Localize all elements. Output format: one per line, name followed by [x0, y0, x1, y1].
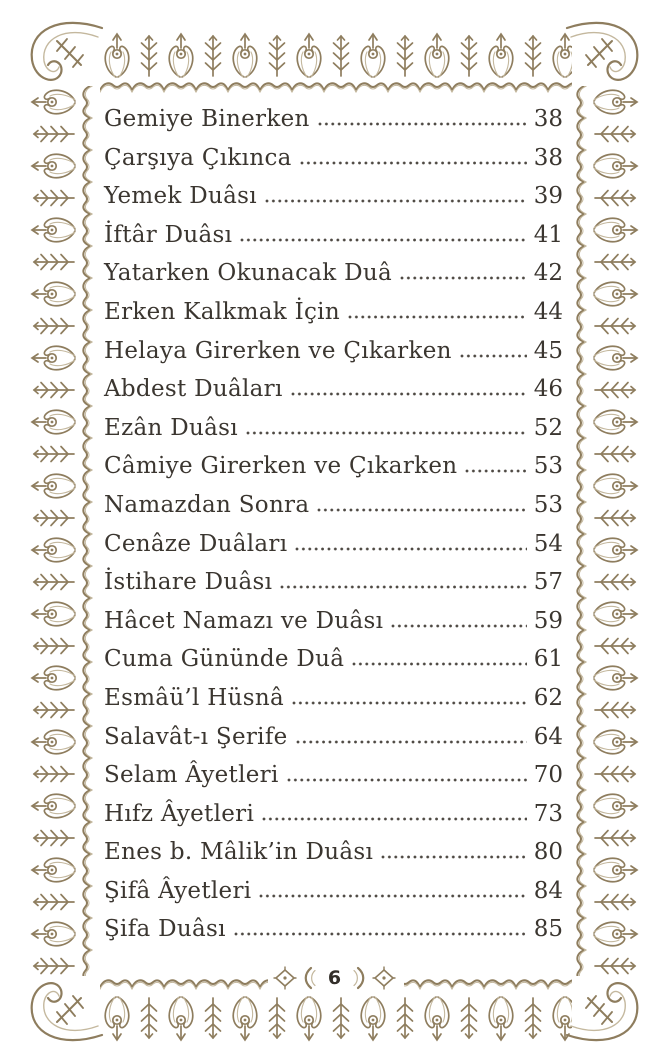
dot-leader — [300, 161, 527, 165]
toc-entry-page: 53 — [533, 491, 563, 518]
toc-entry-page: 73 — [533, 800, 563, 827]
toc-entry-title: Yemek Duâsı — [104, 183, 257, 210]
toc-entry-title: Namazdan Sonra — [104, 491, 310, 518]
dot-leader — [318, 122, 527, 126]
toc-entry — [104, 338, 563, 377]
toc-entry-page: 46 — [533, 376, 563, 403]
toc-entry — [104, 299, 563, 338]
toc-entry-title: Esmâü’l Hüsnâ — [104, 684, 285, 711]
toc-entry-page: 62 — [533, 684, 563, 711]
toc-entry-page: 61 — [533, 646, 563, 673]
dot-leader — [280, 585, 527, 589]
toc-entry-title: Gemiye Binerken — [104, 106, 310, 132]
toc-entry-title: Hâcet Namazı ve Duâsı — [104, 607, 384, 634]
dot-leader — [296, 740, 527, 744]
toc-entry-page: 54 — [533, 530, 563, 557]
dot-leader — [381, 855, 527, 859]
toc-entry — [104, 260, 563, 299]
toc-entry-title: Şifa Duâsı — [104, 916, 226, 943]
toc-list — [104, 106, 563, 955]
toc-entry-title: Ezân Duâsı — [104, 414, 238, 441]
page-footer — [0, 963, 669, 993]
toc-entry-title: Hıfz Âyetleri — [104, 800, 255, 827]
page-number: 6 — [327, 967, 342, 989]
toc-entry-title: Yatarken Okunacak Duâ — [104, 260, 392, 287]
toc-entry-title: Câmiye Girerken ve Çıkarken — [104, 453, 458, 480]
toc-entry — [104, 415, 563, 454]
toc-entry-page: 39 — [533, 183, 563, 210]
dot-leader — [287, 778, 527, 782]
toc-entry-page: 80 — [533, 839, 563, 866]
toc-entry-title: Çarşıya Çıkınca — [104, 144, 292, 171]
toc-entry-page: 38 — [533, 106, 563, 132]
toc-entry-page: 45 — [533, 337, 563, 364]
dot-leader — [465, 469, 527, 473]
toc-entry-title: Abdest Duâları — [104, 376, 283, 403]
toc-entry — [104, 916, 563, 955]
toc-entry-page: 85 — [533, 916, 563, 943]
toc-entry-page: 59 — [533, 607, 563, 634]
toc-entry-page: 70 — [533, 762, 563, 789]
toc-entry-title: Enes b. Mâlik’in Duâsı — [104, 839, 374, 866]
dot-leader — [246, 431, 527, 435]
toc-entry — [104, 183, 563, 222]
toc-entry-page: 41 — [533, 221, 563, 248]
dot-leader — [292, 701, 527, 705]
toc-entry-page: 38 — [533, 144, 563, 171]
footer-ornament-left-icon — [273, 965, 319, 991]
dot-leader — [234, 932, 527, 936]
toc-entry — [104, 222, 563, 261]
toc-entry-title: Erken Kalkmak İçin — [104, 298, 340, 325]
toc-entry — [104, 839, 563, 878]
toc-entry — [104, 106, 563, 145]
toc-entry — [104, 608, 563, 647]
toc-entry-title: Cenâze Duâları — [104, 530, 288, 557]
toc-entry-page: 84 — [533, 877, 563, 904]
dot-leader — [291, 392, 527, 396]
toc-entry — [104, 492, 563, 531]
toc-entry-page: 52 — [533, 414, 563, 441]
toc-entry — [104, 145, 563, 184]
dot-leader — [265, 199, 527, 203]
dot-leader — [460, 354, 527, 358]
dot-leader — [240, 238, 527, 242]
toc-entry-page: 64 — [533, 723, 563, 750]
dot-leader — [352, 662, 527, 666]
toc-entry-page: 53 — [533, 453, 563, 480]
toc-entry — [104, 724, 563, 763]
toc-entry-title: İstihare Duâsı — [104, 569, 273, 596]
toc-entry — [104, 685, 563, 724]
toc-entry-title: Helaya Girerken ve Çıkarken — [104, 337, 452, 364]
dot-leader — [317, 508, 527, 512]
toc-entry-title: Cuma Gününde Duâ — [104, 646, 345, 673]
toc-entry-title: Salavât-ı Şerife — [104, 723, 288, 750]
toc-entry — [104, 569, 563, 608]
toc-entry — [104, 878, 563, 917]
toc-entry — [104, 762, 563, 801]
dot-leader — [295, 547, 527, 551]
dot-leader — [400, 276, 527, 280]
toc-entry — [104, 376, 563, 415]
dot-leader — [348, 315, 527, 319]
toc-entry-page: 44 — [533, 298, 563, 325]
toc-entry — [104, 801, 563, 840]
toc-entry-title: Selam Âyetleri — [104, 762, 279, 789]
toc-entry-title: İftâr Duâsı — [104, 221, 233, 248]
toc-entry — [104, 531, 563, 570]
toc-entry — [104, 646, 563, 685]
toc-entry-title: Şifâ Âyetleri — [104, 877, 252, 904]
dot-leader — [259, 894, 527, 898]
toc-entry-page: 57 — [533, 569, 563, 596]
dot-leader — [262, 817, 527, 821]
toc-entry — [104, 453, 563, 492]
toc-entry-page: 42 — [533, 260, 563, 287]
dot-leader — [391, 624, 527, 628]
footer-ornament-right-icon — [350, 965, 396, 991]
